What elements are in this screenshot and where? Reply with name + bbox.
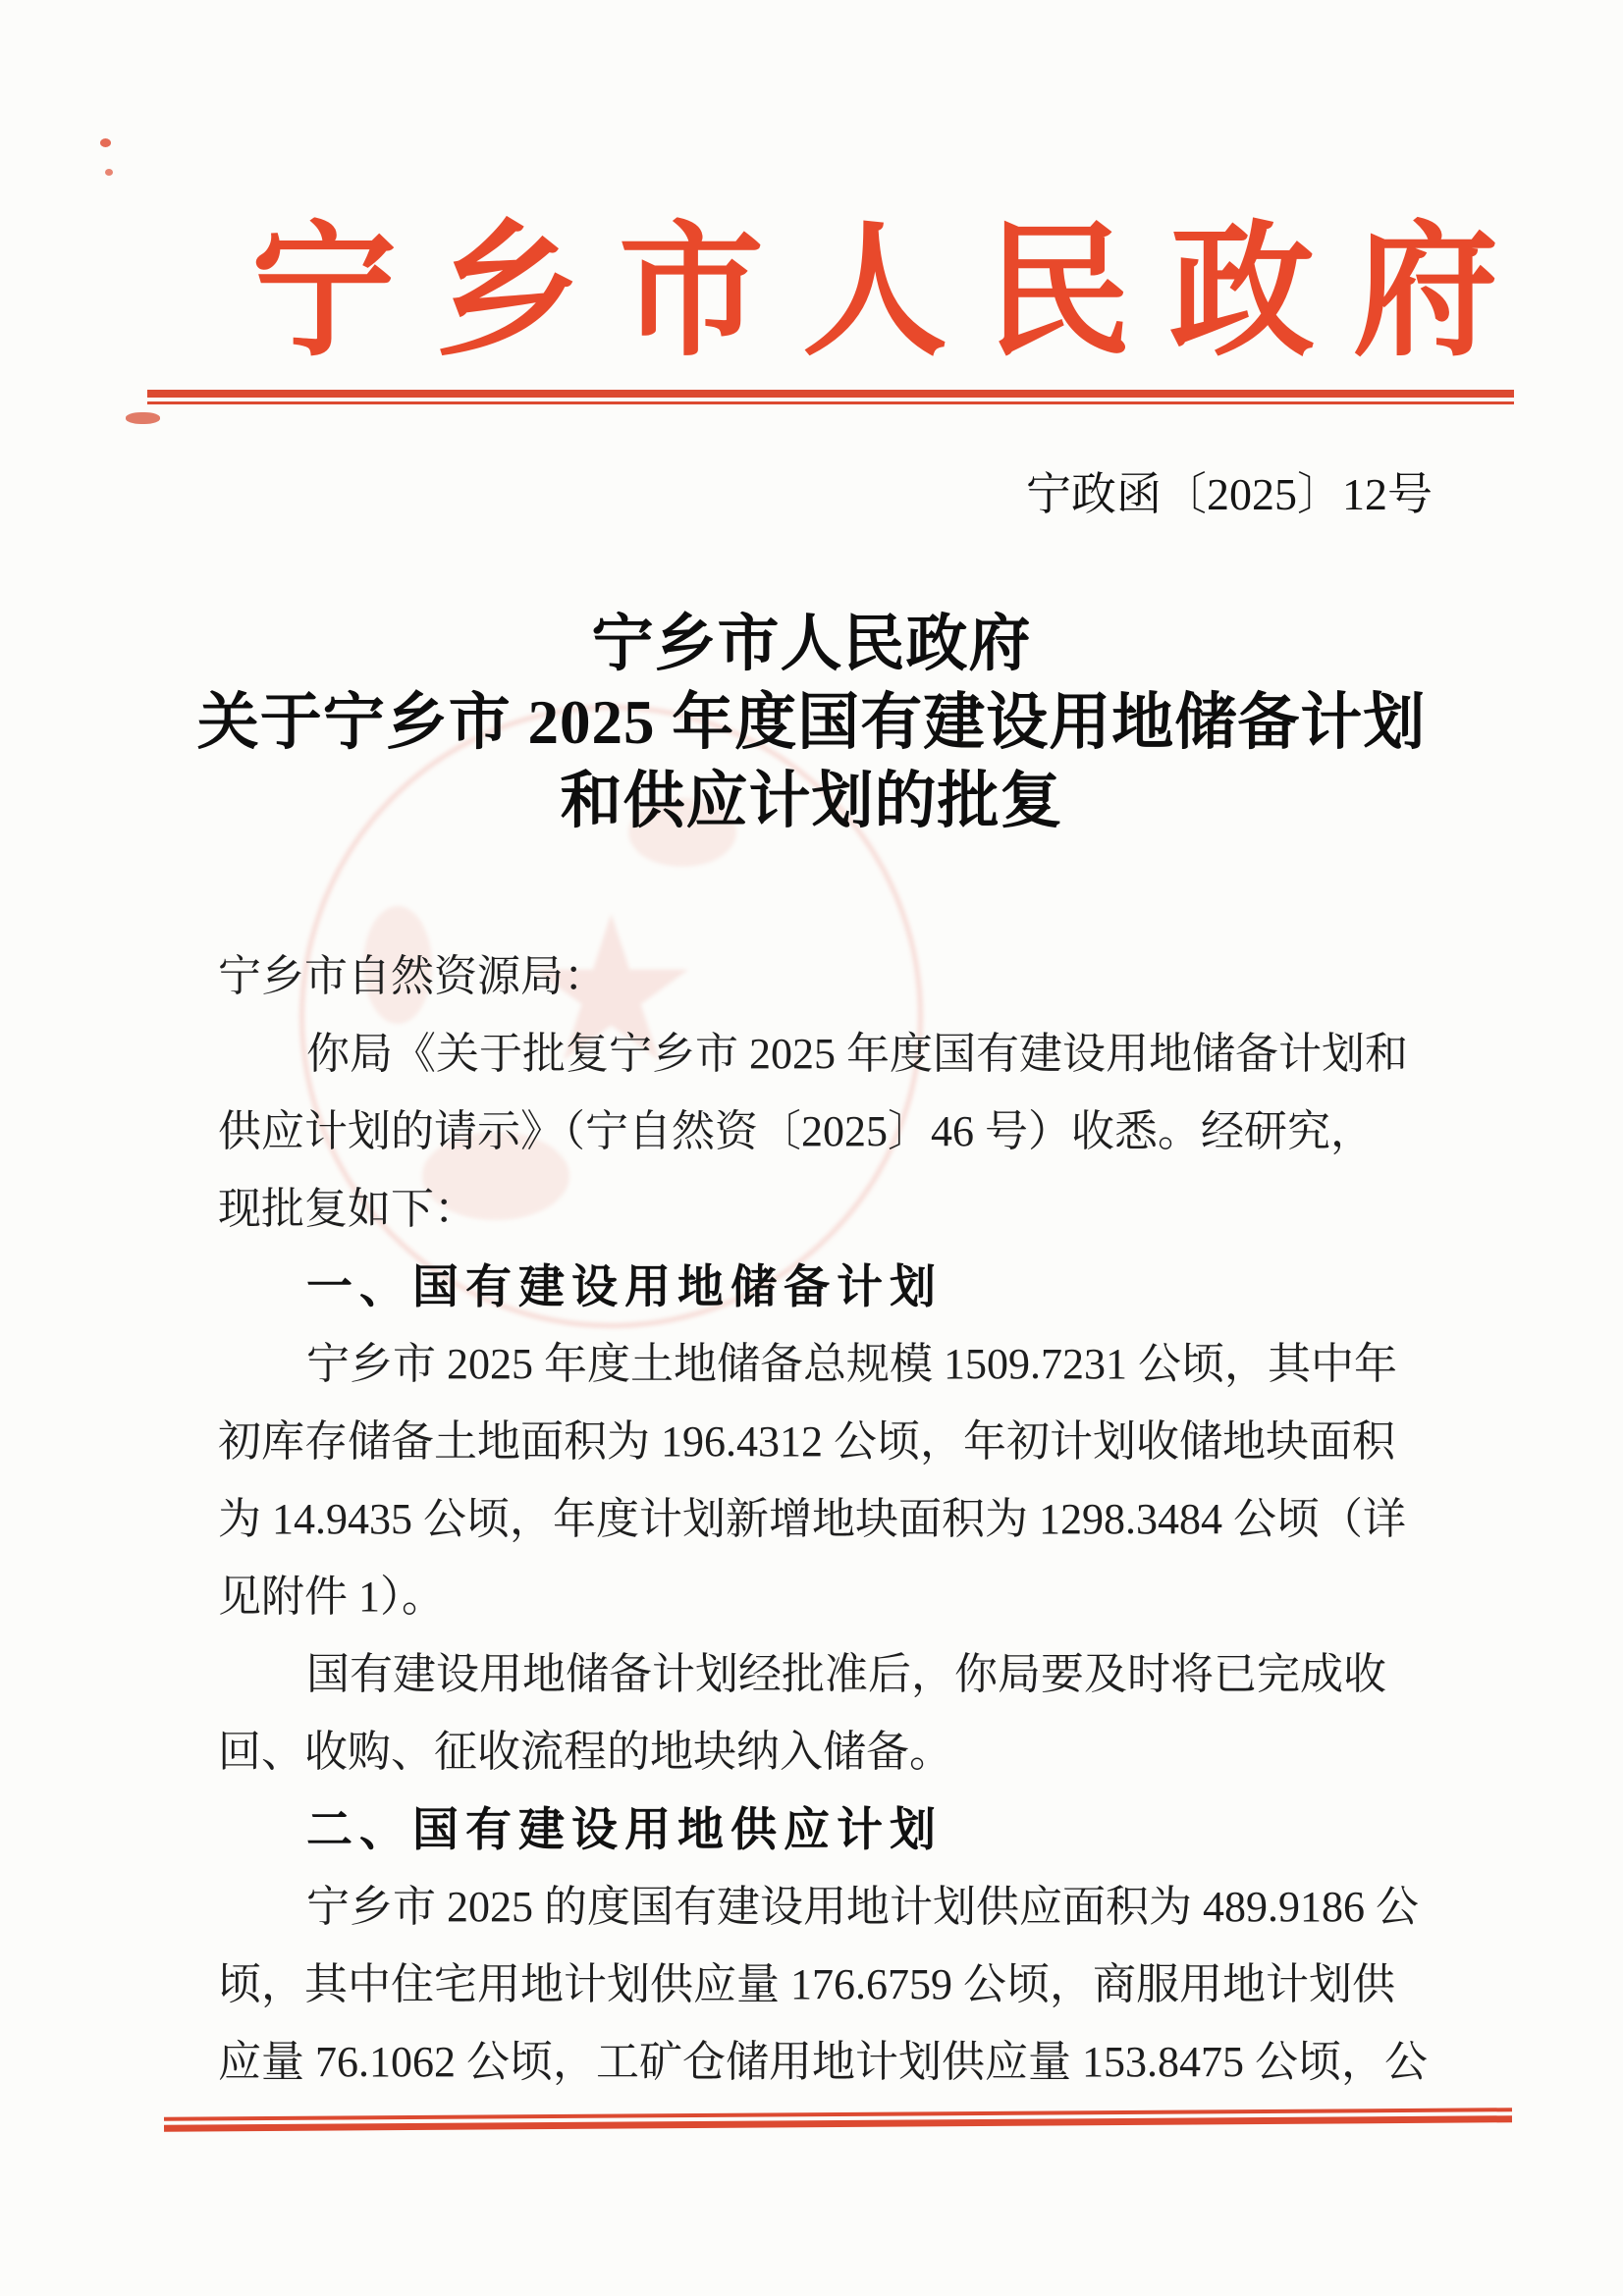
body-section-heading-2: 二、国有建设用地供应计划	[306, 1803, 943, 1855]
body-line: 回、收购、征收流程的地块纳入储备。	[218, 1728, 952, 1776]
scan-artifact-smudge	[126, 412, 160, 424]
document-title-line1: 宁乡市人民政府	[591, 610, 1032, 678]
document-number: 宁政函〔2025〕12号	[1026, 469, 1433, 519]
body-line: 为 14.9435 公顷，年度计划新增地块面积为 1298.3484 公顷（详	[218, 1495, 1406, 1543]
document-title	[118, 605, 1505, 840]
letterhead-org-name: 宁乡市人民政府	[251, 213, 1537, 374]
body-line: 应量 76.1062 公顷，工矿仓储用地计划供应量 153.8475 公顷，公	[218, 2038, 1428, 2086]
scan-artifact-dot	[100, 138, 111, 147]
document-body	[218, 937, 1447, 2101]
body-line-recipient: 宁乡市自然资源局：	[218, 952, 607, 1000]
document-title-line2: 关于宁乡市 2025 年度国有建设用地储备计划	[196, 688, 1427, 757]
body-line: 宁乡市 2025 年度土地储备总规模 1509.7231 公顷，其中年	[306, 1340, 1397, 1388]
seal-star-icon: ★	[520, 881, 702, 1103]
body-line: 你局《关于批复宁乡市 2025 年度国有建设用地储备计划和	[306, 1030, 1408, 1078]
body-line: 现批复如下：	[218, 1185, 477, 1233]
letterhead-divider-thin	[147, 401, 1514, 404]
body-line: 见附件 1）。	[218, 1573, 445, 1621]
body-line: 供应计划的请示》（宁自然资〔2025〕46 号）收悉。经研究，	[218, 1107, 1374, 1155]
document-title-line3: 和供应计划的批复	[560, 767, 1063, 835]
body-line: 初库存储备土地面积为 196.4312 公顷，年初计划收储地块面积	[218, 1417, 1395, 1466]
body-section-heading-1: 一、国有建设用地储备计划	[306, 1260, 943, 1312]
scan-artifact-dot	[105, 169, 113, 176]
letterhead-divider-thick	[147, 390, 1514, 398]
body-line: 宁乡市 2025 的度国有建设用地计划供应面积为 489.9186 公	[306, 1883, 1419, 1931]
body-line: 顷，其中住宅用地计划供应量 176.6759 公顷，商服用地计划供	[218, 1960, 1395, 2008]
body-line: 国有建设用地储备计划经批准后，你局要及时将已完成收	[306, 1650, 1386, 1698]
